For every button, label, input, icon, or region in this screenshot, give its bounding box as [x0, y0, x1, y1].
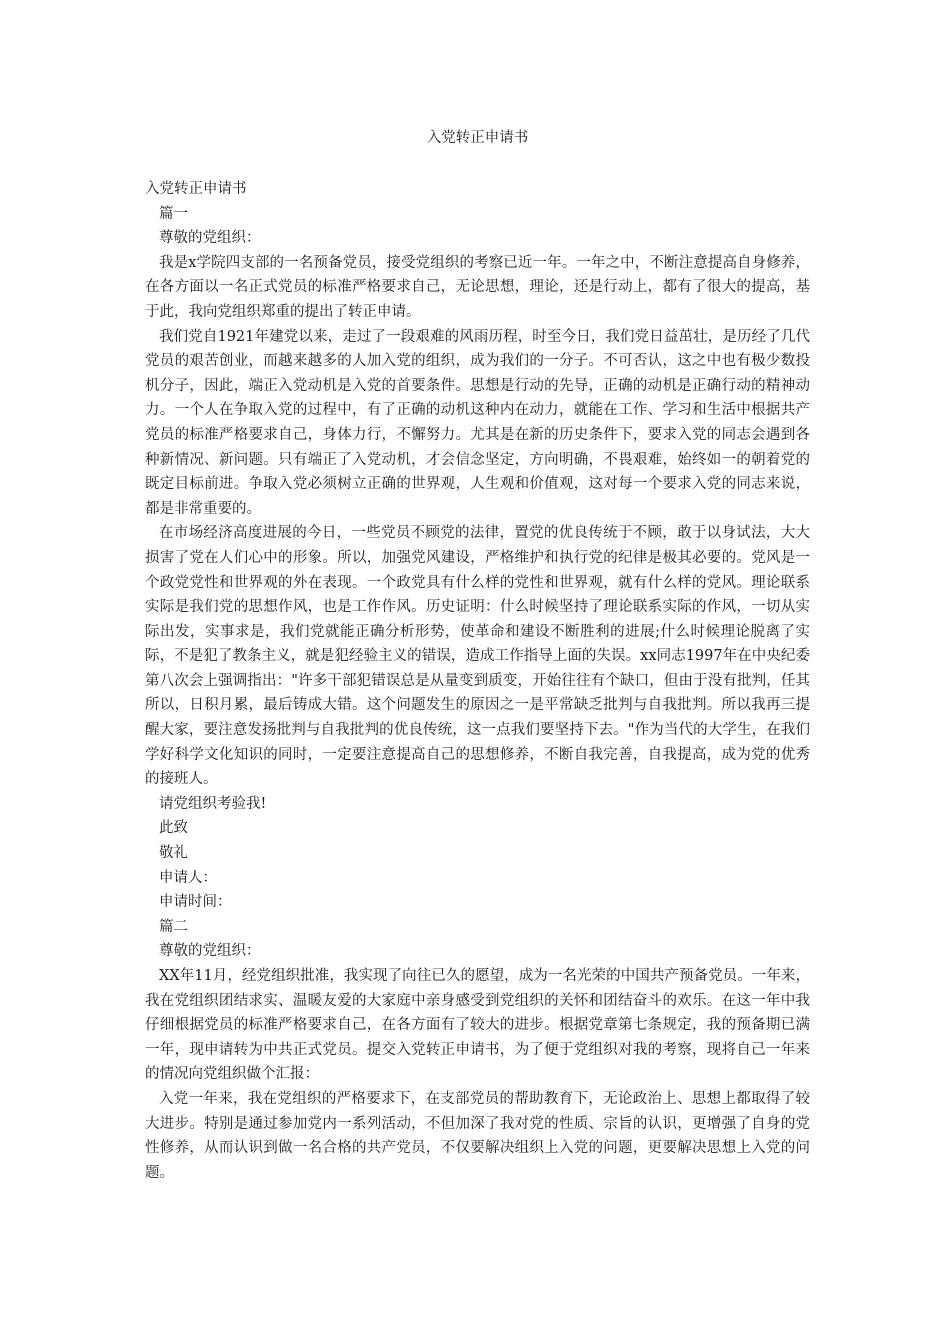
- body-paragraph: XX年11月，经党组织批准，我实现了向往已久的愿望，成为一名光荣的中国共产预备党员。一年来，我在党组织团结求实、温暖友爱的大家庭中亲身感受到党组织的关怀和团结奋斗的欢乐。在这一年中我仔细根据党员的标准严格要求自己，在各方面有了较大的进步。根据党章第七条规定，我的预备期已满一年，现申请转为中共正式党员。提交入党转正申请书，为了便于党组织对我的考察，现将自己一年来的情况向党组织做个汇报：: [145, 968, 810, 1083]
- salutation-1: 尊敬的党组织：: [159, 230, 261, 247]
- section-heading-1: 篇一: [159, 205, 188, 222]
- body-paragraph: 我是x学院四支部的一名预备党员，接受党组织的考察已近一年。一年之中，不断注意提高自身修养，在各方面以一名正式党员的标准严格要求自己，无论思想，理论，还是行动上，都有了很大的提高，基于此，我向党组织郑重的提出了转正申请。: [145, 254, 810, 320]
- date-label: 申请时间：: [159, 894, 232, 911]
- closing-line: 此致: [159, 820, 188, 837]
- body-paragraph: 入党一年来，我在党组织的严格要求下，在支部党员的帮助教育下，无论政治上、思想上都取得了较大进步。特别是通过参加党内一系列活动，不但加深了我对党的性质、宗旨的认识，更增强了自身的党性修养，从而认识到做一名合格的共产党员，不仅要解决组织上入党的问题，更要解决思想上入党的问题。: [145, 1090, 810, 1181]
- document-title: 入党转正申请书: [426, 130, 529, 146]
- document-body: [145, 177, 810, 1185]
- salutation-2: 尊敬的党组织：: [159, 943, 261, 960]
- applicant-label: 申请人：: [159, 869, 217, 886]
- body-paragraph: 我们党自1921年建党以来，走过了一段艰难的风雨历程，时至今日，我们党日益茁壮，是历经了几代党员的艰苦创业，而越来越多的人加入党的组织，成为我们的一分子。不可否认，这之中也有极少数投机分子，因此，端正入党动机是入党的首要条件。思想是行动的先导，正确的动机是正确行动的精神动力。一个人在争取入党的过程中，有了正确的动机这种内在动力，就能在工作、学习和生活中根据共产党员的标准严格要求自己，身体力行，不懈努力。尤其是在新的历史条件下，要求入党的同志会遇到各种新情况、新问题。只有端正了入党动机，才会信念坚定，方向明确，不畏艰难，始终如一的朝着党的既定目标前进。争取入党必须树立正确的世界观，人生观和价值观，这对每一个要求入党的同志来说，都是非常重要的。: [145, 328, 810, 517]
- body-paragraph: 在市场经济高度进展的今日，一些党员不顾党的法律，置党的优良传统于不顾，敢于以身试法，大大损害了党在人们心中的形象。所以，加强党风建设，严格维护和执行党的纪律是极其必要的。党风是一个政党党性和世界观的外在表现。一个政党具有什么样的党性和世界观，就有什么样的党风。理论联系实际是我们党的思想作风，也是工作作风。历史证明：什么时候坚持了理论联系实际的作风，一切从实际出发，实事求是，我们党就能正确分析形势，使革命和建设不断胜利的进展;什么时候理论脱离了实际，不是犯了教条主义，就是犯经验主义的错误，造成工作指导上面的失误。xx同志1997年在中央纪委第八次会上强调指出："许多干部犯错误总是从量变到质变，开始往往有个缺口，但由于没有批判，任其所以，日积月累，最后铸成大错。这个问题发生的原因之一是平常缺乏批判与自我批判。所以我再三提醒大家，要注意发扬批判与自我批判的优良传统，这一点我们要坚持下去。"作为当代的大学生，在我们学好科学文化知识的同时，一定要注意提高自己的思想修养，不断自我完善，自我提高，成为党的优秀的接班人。: [145, 525, 810, 788]
- subtitle-paragraph: 入党转正申请书: [145, 181, 247, 197]
- section-heading-2: 篇二: [159, 918, 188, 935]
- closing-line: 敬礼: [159, 845, 188, 862]
- closing-line: 请党组织考验我!: [159, 795, 267, 812]
